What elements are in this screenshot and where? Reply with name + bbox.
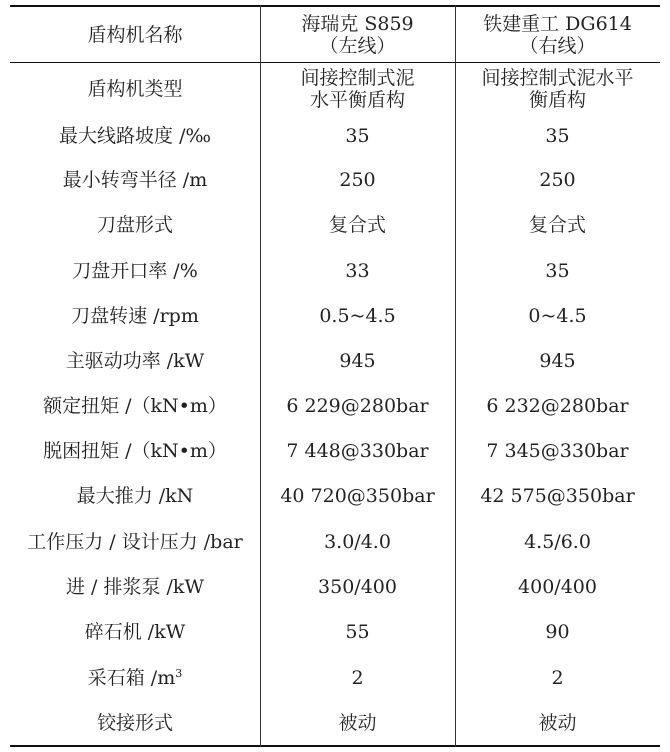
row-9-left-line-value — [260, 429, 455, 473]
row-14-left-line-value — [260, 655, 455, 700]
row-15-right-line-value-line: 被动 — [538, 711, 577, 734]
row-3-right-line-value-line: 250 — [539, 169, 576, 191]
row-5-param — [10, 248, 260, 293]
row-4-right-line-value — [455, 202, 660, 248]
column-divider-2 — [455, 5, 456, 747]
row-7-right-line-value-line: 945 — [539, 349, 576, 372]
row-6-right-line-value — [455, 293, 660, 338]
row-6-right-line-value-line: 0~4.5 — [528, 304, 587, 327]
row-5-left-line-value — [260, 248, 455, 293]
row-10-right-line-value-line: 42 575@350bar — [480, 485, 635, 507]
row-9-right-line-value-line: 7 345@330bar — [486, 440, 629, 462]
row-12-param — [10, 564, 260, 609]
row-11-right-line-value — [455, 519, 660, 564]
row-13-right-line-value-line: 90 — [545, 621, 570, 643]
row-3-left-line-value — [260, 158, 455, 202]
row-13-left-line-value — [260, 609, 455, 655]
row-1-left-line-value-line: 水平衡盾构 — [309, 88, 405, 111]
column-divider-1 — [260, 5, 261, 747]
row-14-param — [10, 655, 260, 700]
row-7-right-line-value — [455, 338, 660, 383]
row-2-param-line: 最大线路坡度 /‰ — [59, 125, 211, 147]
header-cell-2 — [260, 8, 455, 62]
row-15-param — [10, 700, 260, 745]
header-cell-2-line: 海瑞克 S859 — [301, 13, 414, 35]
row-5-param-line: 刀盘开口率 /% — [72, 259, 198, 282]
row-6-param-line: 刀盘转速 /rpm — [71, 304, 199, 327]
row-5-right-line-value-line: 35 — [545, 259, 570, 282]
row-8-right-line-value — [455, 383, 660, 429]
row-1-param-line: 盾构机类型 — [87, 77, 183, 100]
parameter-table — [10, 5, 660, 747]
row-10-right-line-value — [455, 473, 660, 519]
row-5-right-line-value — [455, 248, 660, 293]
row-3-left-line-value-line: 250 — [339, 169, 376, 191]
row-3-param — [10, 158, 260, 202]
row-11-right-line-value-line: 4.5/6.0 — [524, 530, 591, 553]
row-3-right-line-value — [455, 158, 660, 202]
row-14-param-text: 采石箱 /m — [87, 666, 176, 689]
row-3-param-line: 最小转弯半径 /m — [62, 169, 208, 191]
row-9-param — [10, 429, 260, 473]
row-1-left-line-value-line: 间接控制式泥 — [300, 66, 415, 89]
row-4-right-line-value-line: 复合式 — [528, 214, 586, 236]
row-11-param — [10, 519, 260, 564]
row-2-right-line-value — [455, 114, 660, 158]
row-7-left-line-value-line: 945 — [339, 349, 376, 372]
row-15-right-line-value — [455, 700, 660, 745]
row-1-left-line-value — [260, 63, 455, 114]
row-14-param-line — [88, 667, 182, 689]
row-6-param — [10, 293, 260, 338]
row-5-left-line-value-line: 33 — [345, 259, 370, 282]
row-1-right-line-value-line: 间接控制式泥水平 — [481, 66, 634, 89]
row-14-right-line-value-line: 2 — [551, 666, 564, 689]
row-1-right-line-value-line: 衡盾构 — [528, 88, 586, 111]
row-10-param — [10, 473, 260, 519]
row-10-param-line: 最大推力 /kN — [76, 485, 194, 507]
row-10-left-line-value — [260, 473, 455, 519]
row-7-left-line-value — [260, 338, 455, 383]
row-4-param-line: 刀盘形式 — [96, 214, 173, 236]
row-2-right-line-value-line: 35 — [545, 125, 570, 147]
row-9-left-line-value-line: 7 448@330bar — [286, 440, 429, 462]
row-13-left-line-value-line: 55 — [345, 621, 370, 643]
header-cell-3-line: 铁建重工 DG614 — [483, 13, 632, 35]
row-14-left-line-value-line: 2 — [351, 666, 364, 689]
row-4-left-line-value — [260, 202, 455, 248]
table-top-rule — [10, 5, 660, 7]
row-9-param-line: 脱困扭矩 /（kN•m） — [43, 440, 227, 462]
row-15-param-line: 铰接形式 — [96, 711, 173, 734]
row-1-param — [10, 63, 260, 114]
row-15-left-line-value-line: 被动 — [338, 711, 377, 734]
header-cell-2-line: （左线） — [319, 35, 396, 57]
row-15-left-line-value — [260, 700, 455, 745]
row-12-param-line: 进 / 排浆泵 /kW — [66, 575, 204, 598]
row-8-param — [10, 383, 260, 429]
row-9-right-line-value — [455, 429, 660, 473]
row-1-right-line-value — [455, 63, 660, 114]
row-4-param — [10, 202, 260, 248]
row-14-param-superscript: 3 — [175, 666, 183, 680]
header-cell-1-line: 盾构机名称 — [87, 24, 183, 46]
row-12-left-line-value-line: 350/400 — [318, 575, 397, 598]
row-13-right-line-value — [455, 609, 660, 655]
row-12-left-line-value — [260, 564, 455, 609]
row-2-left-line-value — [260, 114, 455, 158]
header-cell-1 — [10, 8, 260, 62]
row-8-param-line: 额定扭矩 /（kN•m） — [43, 395, 227, 417]
row-8-left-line-value-line: 6 229@280bar — [286, 395, 429, 417]
row-10-left-line-value-line: 40 720@350bar — [280, 485, 435, 507]
row-2-left-line-value-line: 35 — [345, 125, 370, 147]
row-11-param-line: 工作压力 / 设计压力 /bar — [27, 530, 243, 553]
row-7-param-line: 主驱动功率 /kW — [65, 349, 205, 372]
row-14-right-line-value — [455, 655, 660, 700]
row-11-left-line-value — [260, 519, 455, 564]
row-2-param — [10, 114, 260, 158]
row-7-param — [10, 338, 260, 383]
header-cell-3 — [455, 8, 660, 62]
header-cell-3-line: （右线） — [519, 35, 596, 57]
table-bottom-rule — [10, 745, 660, 747]
row-8-right-line-value-line: 6 232@280bar — [486, 395, 629, 417]
row-4-left-line-value-line: 复合式 — [328, 214, 386, 236]
row-13-param — [10, 609, 260, 655]
row-12-right-line-value-line: 400/400 — [518, 575, 597, 598]
row-8-left-line-value — [260, 383, 455, 429]
row-6-left-line-value — [260, 293, 455, 338]
row-6-left-line-value-line: 0.5~4.5 — [319, 304, 396, 327]
row-13-param-line: 碎石机 /kW — [84, 621, 186, 643]
row-12-right-line-value — [455, 564, 660, 609]
row-11-left-line-value-line: 3.0/4.0 — [324, 530, 391, 553]
